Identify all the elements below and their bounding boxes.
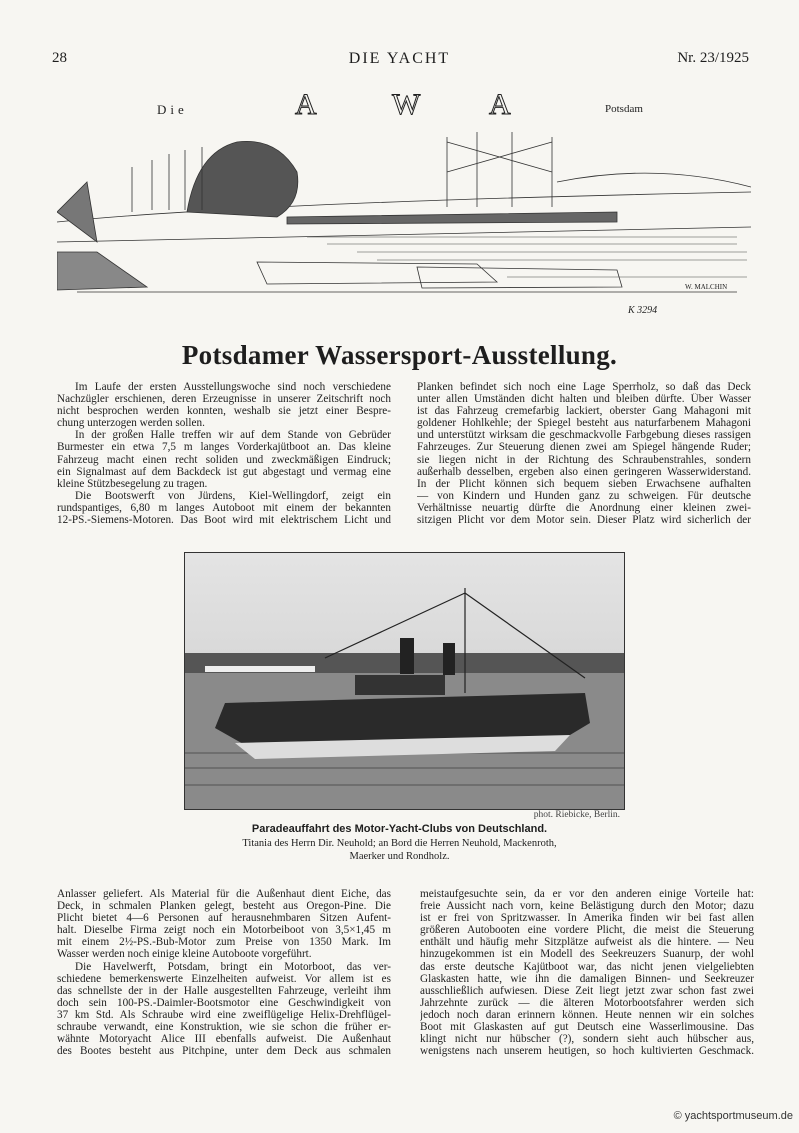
text-line: Plicht bietet 4—6 Personen auf herausnehmbaren Sitzen Aufent- bbox=[57, 912, 391, 925]
text-line: größeren Autobooten eine vordere Plicht, die meist die Steuerung bbox=[420, 924, 754, 937]
illus-sketch bbox=[57, 132, 751, 292]
article-title: Potsdamer Wassersport-Ausstellung. bbox=[181, 340, 618, 370]
text-line: ein Signalmast auf dem Backdeck ist gut abgestagt und vermag eine bbox=[57, 465, 391, 478]
text-line: hinzugekommen ist ein Modell des Seekreuzers Suanurp, der wohl bbox=[420, 948, 754, 961]
text-line: schraube verwandt, eine Konstruktion, wie sie schon die früher er- bbox=[57, 1021, 391, 1034]
illus-number: K 3294 bbox=[628, 305, 658, 316]
photo-caption: Paradeauffahrt des Motor-Yacht-Clubs von Deutschland. bbox=[251, 823, 548, 835]
text-line: Glaskasten hatte, wie ihn die damaligen Binnen- und Seekreuzer bbox=[420, 972, 754, 985]
text-line: rundspantiges, 6,80 m langes Autoboot mit einem der bekannten bbox=[57, 501, 391, 514]
text-line: unter allen Umständen dicht halten und bleiben dürfte. Über Wasser bbox=[417, 393, 751, 406]
text-line: sie liegen nicht in der Richtung des Schraubenstrahles, sondern bbox=[417, 453, 751, 466]
text-line: Die Havelwerft, Potsdam, bringt ein Motorboot, das ver- bbox=[75, 960, 391, 973]
illus-word-left: Die bbox=[157, 102, 188, 117]
illus-letter-a1: A bbox=[295, 92, 319, 121]
text-line: meistaufgesuchte sein, da er vor den anderen einige Vorteile hat: bbox=[420, 888, 754, 900]
awa-illustration bbox=[57, 92, 751, 304]
text-line: 37 km Std. Als Schraube wird eine zweiflügelige Helix-Drehflügel- bbox=[57, 1008, 391, 1021]
text-line: Im Laufe der ersten Ausstellungswoche sind noch verschiedene bbox=[75, 381, 391, 393]
magazine-title: DIE YACHT bbox=[348, 50, 451, 67]
text-line: kleine Stützbesegelung zu tragen. bbox=[57, 477, 208, 490]
text-line: Die Bootswerft von Jürdens, Kiel-Wellingdorf, zeigt ein bbox=[75, 489, 391, 502]
text-line: Deck, in schmalen Planken gelegt, besteht aus Oregon-Pine. Die bbox=[57, 900, 391, 913]
illus-letter-a2: A bbox=[489, 92, 511, 121]
text-line: wenigstens nach unserem heutigen, so hoch kultivierten Geschmack. bbox=[420, 1045, 754, 1058]
text-line: Wasser werden noch einige kleine Autoboote vorgeführt. bbox=[57, 948, 312, 961]
issue-number: Nr. 23/1925 bbox=[677, 50, 749, 66]
text-line: außerhalb desselben, ergeben also einen geringeren Wasserwiderstand. bbox=[417, 465, 751, 478]
text-line: Jahrzehnte zurück — die älteren Motorbootsfahrer werden sich bbox=[420, 996, 754, 1009]
text-column-4 bbox=[420, 888, 754, 1057]
text-line: das erste deutsche Kajütboot war, das nicht jenen vielgeliebten bbox=[420, 960, 754, 973]
text-line: chung unterzogen werden sollen. bbox=[57, 417, 205, 430]
text-line: klingt nicht nur hübscher (?), sondern sieht auch hübscher aus, bbox=[420, 1033, 754, 1046]
text-column-3 bbox=[57, 888, 391, 1057]
photo-subcaption: Titania des Herrn Dir. Neuhold; an Bord die Herren Neuhold, Mackenroth, bbox=[242, 838, 557, 849]
text-column-2 bbox=[417, 381, 751, 526]
text-line: Fahrzeuges. Zur Steuerung dienen zwei am Spiegel hängende Ruder; bbox=[417, 441, 751, 454]
text-line: wähnte Motoryacht Alice III ebenfalls aufweist. Die Außenhaut bbox=[57, 1033, 391, 1046]
text-line: In der großen Halle treffen wir auf dem Stande von Gebrüder bbox=[75, 429, 391, 442]
page-number: 28 bbox=[52, 50, 67, 66]
text-line: Nachzügler erschienen, deren Erzeugnisse in unserer Zeitschrift noch bbox=[57, 393, 391, 406]
text-line: und unterstützt wirksam die geschmackvolle Farbgebung dieses rassigen bbox=[417, 429, 751, 442]
text-line: — von Kindern und Hunden ganz zu schweigen. Für deutsche bbox=[417, 489, 751, 502]
illus-water-hatching bbox=[307, 237, 747, 277]
text-column-1 bbox=[57, 381, 391, 526]
illus-letter-w: W bbox=[392, 92, 421, 121]
text-line: doch sein 100-PS.-Daimler-Bootsmotor eine Geschwindigkeit von bbox=[57, 996, 391, 1009]
text-line: In der Plicht können sich bequem sieben Erwachsene aufhalten bbox=[417, 477, 751, 490]
text-line: enthält und häufig mehr Sitzplätze aufweist als die hintere. — Neu bbox=[420, 936, 754, 949]
text-line: ist er frei von Spritzwasser. In Amerika finden wir bei fast allen bbox=[420, 912, 754, 925]
text-line: jedoch noch daran erinnern können. Heute nennen wir ein solches bbox=[420, 1008, 754, 1021]
photo-credit: phot. Riebicke, Berlin. bbox=[533, 810, 620, 820]
text-line: Burmester ein etwa 7,5 m langes Vorderkajütboot an. Das kleine bbox=[57, 441, 391, 454]
text-line: Boot mit Glaskasten auf gut Deutsch eine Wasserlimousine. Das bbox=[420, 1021, 754, 1034]
text-line: 12-PS.-Siemens-Motoren. Das Boot wird mit elektrischem Licht und bbox=[57, 514, 391, 527]
text-line: goldener Hohlkehle; der Spiegel besteht aus naturfarbenem Mahagoni bbox=[417, 417, 751, 430]
text-line: freie Aussicht nach vorn, keine Belästigung durch den Motor; dazu bbox=[420, 900, 754, 913]
text-line: ausschließlich aufwiesen. Diese Zeit liegt jetzt zwar schon fast zwei bbox=[420, 984, 754, 997]
text-line: halt. Dieselbe Firma zeigt noch ein Motorbeiboot von 3,5×1,45 m bbox=[57, 924, 391, 937]
text-line: das schnellste der in der Halle ausgestellten Fahrzeuge, verleiht ihm bbox=[57, 984, 391, 997]
text-line: Planken befindet sich noch eine Lage Sperrholz, so daß das Deck bbox=[417, 381, 751, 393]
illus-signature: W. MALCHIN bbox=[685, 283, 728, 291]
text-line: mit einem 2½-PS.-Bub-Motor zum Preise von 1350 Mark. Im bbox=[57, 936, 391, 949]
yacht-photo bbox=[184, 552, 625, 810]
text-line: ist das Fahrzeug cremefarbig lackiert, oberster Gang Mahagoni mit bbox=[417, 405, 751, 418]
text-line: schiedene bemerkenswerte Einzelheiten aufweist. Vor allem ist es bbox=[57, 972, 391, 985]
text-line: des Bootes besteht aus Pitchpine, unter dem Deck aus schmalen bbox=[57, 1045, 391, 1058]
text-line: Anlasser geliefert. Als Material für die Außenhaut dient Eiche, das bbox=[57, 888, 391, 900]
watermark: © yachtsportmuseum.de bbox=[673, 1110, 793, 1122]
illus-word-right: Potsdam bbox=[605, 103, 643, 115]
text-line: Fahrzeug macht einen recht soliden und zweckmäßigen Eindruck; bbox=[57, 453, 391, 466]
text-line: sitzigen Plicht vor dem Motor sein. Dieser Platz wird sicherlich der bbox=[417, 514, 751, 527]
photo-subcaption: Maerker und Rondholz. bbox=[349, 851, 450, 862]
text-line: nicht besprochen werden konnten, weshalb sie jetzt einer Bespre- bbox=[57, 405, 391, 418]
text-line: Verhältnisse neuartig dürfte die Anordnung einer kleinen zwei- bbox=[417, 501, 751, 514]
